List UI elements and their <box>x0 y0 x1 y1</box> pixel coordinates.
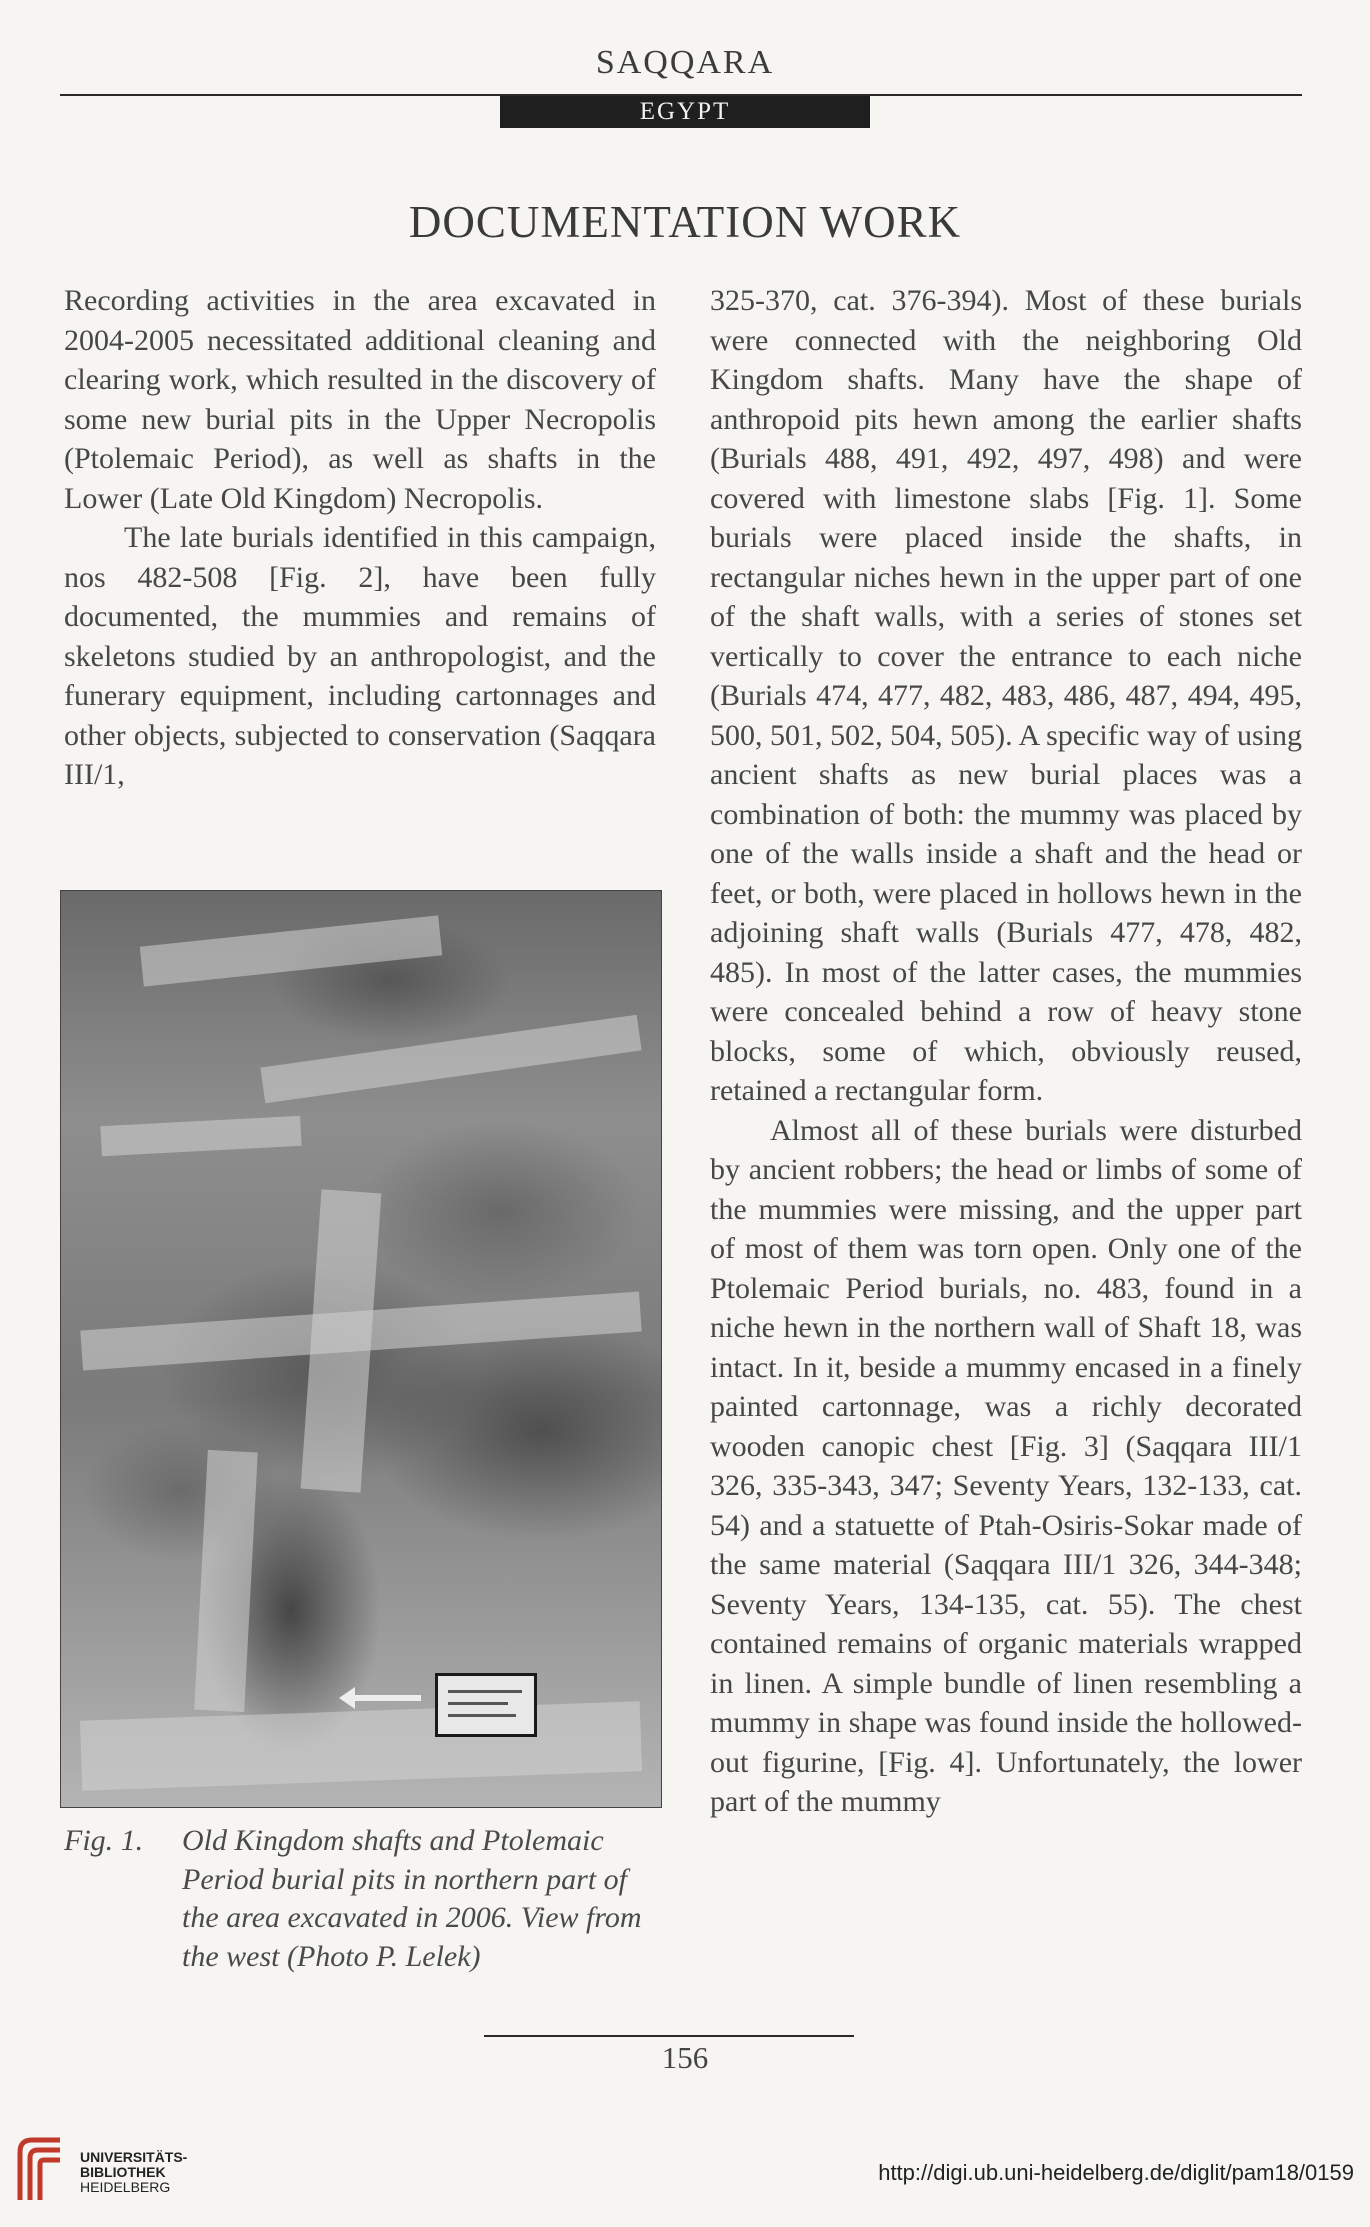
figure-label: Fig. 1. <box>64 1824 144 1857</box>
left-text-column <box>64 281 656 795</box>
paragraph: Almost all of these burials were disturbed by ancient robbers; the head or limbs of some of the mummies were missing, and the upper part of most of them was torn open. Only one of the Ptolemaic Period burials, no. 483, found in a niche hewn in the northern wall of Shaft 18, was intact. In it, beside a mummy encased in a finely painted cartonnage, was a richly decorated wooden canopic chest [Fig. 3] (Saqqara III/1 326, 335-343, 347; Seventy Years, 132-133, cat. 54) and a statuette of Ptah-Osiris-Sokar made of the same material (Saqqara III/1 326, 344-348; Seventy Years, 134-135, cat. 55). The chest contained remains of organic materials wrapped in linen. A simple bundle of linen resembling a mummy in shape was found inside the hollowed-out figurine, [Fig. 4]. Unfortunately, the lower part of the mummy <box>710 1113 1302 1818</box>
section-title: DOCUMENTATION WORK <box>408 197 962 247</box>
site-sign <box>435 1673 537 1737</box>
paragraph: 325-370, cat. 376-394). Most of these burials were connected with the neighboring Old Kingdom shafts. Many have the shape of anthropoid pits hewn among the earlier shafts (Burials 488, 491, 492, 497, 498) and were covered with limestone slabs [Fig. 1]. Some burials were placed inside the shafts, in rectangular niches hewn in the upper part of one of the shaft walls, with a series of stones set vertically to cover the entrance to each niche (Burials 474, 477, 482, 483, 486, 487, 494, 495, 500, 501, 502, 504, 505). A specific way of using ancient shafts as new burial places was a combination of both: the mummy was placed by one of the walls inside a shaft and the head or feet, or both, were placed in hollows hewn in the adjoining shaft walls (Burials 477, 478, 482, 485). In most of the latter cases, the mummies were concealed behind a row of heavy stone blocks, some of which, obviously reused, retained a rectangular form. <box>710 284 1302 1107</box>
library-logo-icon <box>12 2130 72 2210</box>
excavation-photo <box>60 890 662 1808</box>
paragraph: The late burials identified in this campaign, nos 482-508 [Fig. 2], have been fully documented, the mummies and remains of skeletons studied by an anthropologist, and the funerary equipment, including cartonnages and other objects, subjected to conservation (Saqqara III/1, <box>64 521 656 791</box>
footer-rule <box>484 2035 854 2037</box>
running-header-title: SAQQARA <box>595 44 775 81</box>
right-text-column <box>710 281 1302 1822</box>
source-url-link[interactable]: http://digi.ub.uni-heidelberg.de/diglit/pam18/0159 <box>878 2160 1354 2185</box>
header-country-tag: EGYPT <box>500 96 870 128</box>
paragraph: Recording activities in the area excavated in 2004-2005 necessitated additional cleaning and clearing work, which resulted in the discovery of some new burial pits in the Upper Necropolis (Ptolemaic Period), as well as shafts in the Lower (Late Old Kingdom) Necropolis. <box>64 284 656 515</box>
figure-caption-text: Old Kingdom shafts and Ptolemaic Period burial pits in northern part of the area excavated in 2006. View from the west (Photo P. Lelek) <box>182 1824 642 1973</box>
library-name: UNIVERSITÄTS- BIBLIOTHEK HEIDELBERG <box>80 2149 188 2195</box>
page-number: 156 <box>661 2040 709 2075</box>
